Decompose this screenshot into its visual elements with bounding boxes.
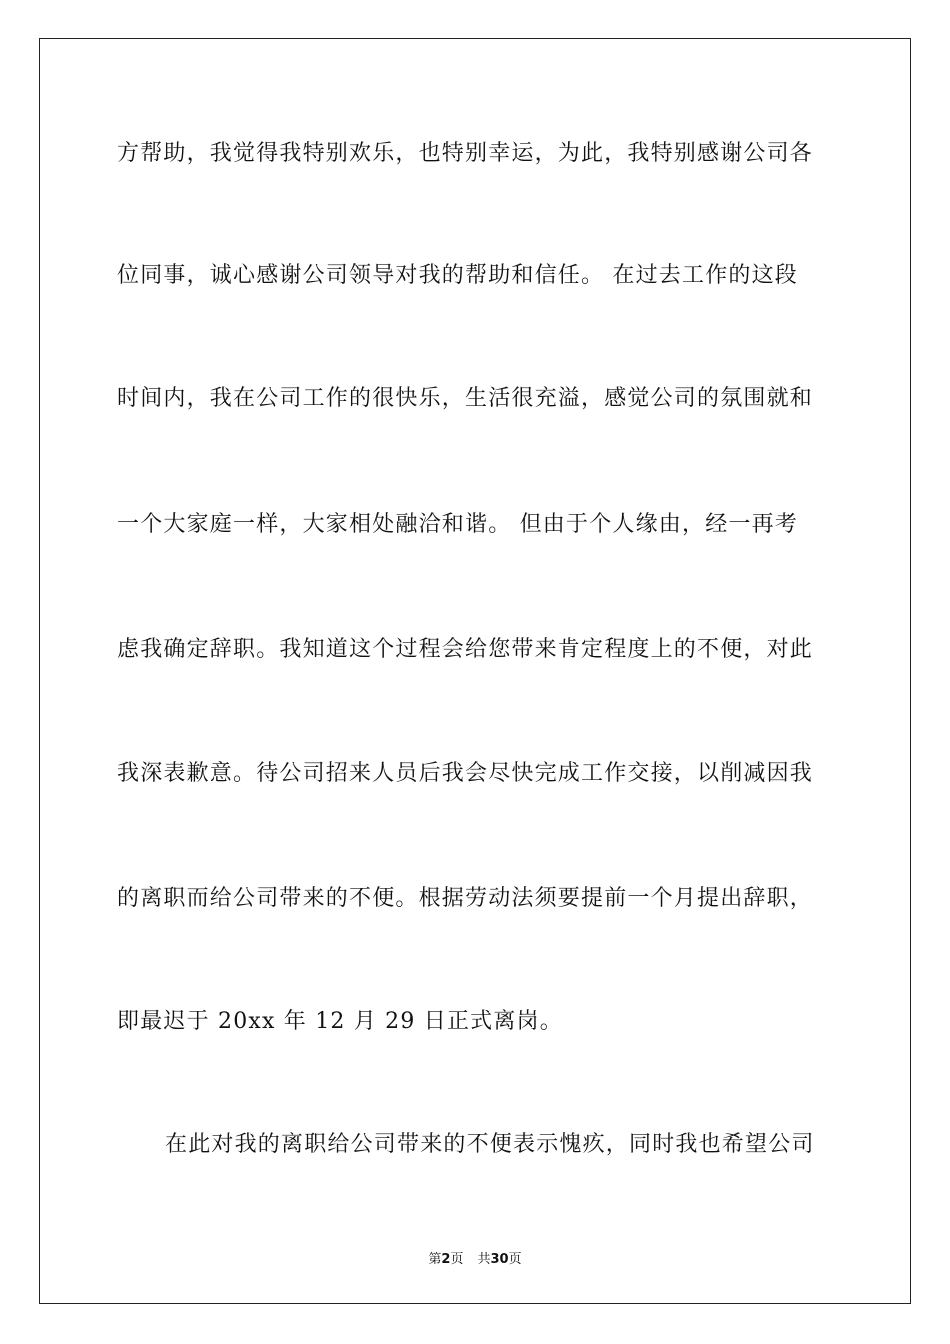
body-line: 方帮助，我觉得我特别欢乐，也特别幸运，为此，我特别感谢公司各 <box>117 141 814 166</box>
body-line: 即最迟于 20xx 年 12 月 29 日正式离岗。 <box>117 1009 563 1034</box>
body-line: 位同事，诚心感谢公司领导对我的帮助和信任。 在过去工作的这段 <box>117 263 798 288</box>
total-suffix: 页 <box>508 1252 522 1267</box>
page-number: 2 <box>441 1252 451 1267</box>
page-footer <box>40 1248 910 1267</box>
body-line: 时间内，我在公司工作的很快乐，生活很充溢，感觉公司的氛围就和 <box>117 386 814 411</box>
body-line: 一个大家庭一样，大家相处融洽和谐。 但由于个人缘由，经一再考 <box>117 512 798 537</box>
page-suffix: 页 <box>450 1252 464 1267</box>
body-line: 虑我确定辞职。我知道这个过程会给您带来肯定程度上的不便，对此 <box>117 637 814 662</box>
page-prefix: 第 <box>428 1252 442 1267</box>
document-page <box>39 38 911 1304</box>
body-line: 的离职而给公司带来的不便。根据劳动法须要提前一个月提出辞职， <box>117 886 814 911</box>
total-pages: 30 <box>490 1252 509 1267</box>
paragraph-first-line: 在此对我的离职给公司带来的不便表示愧疚，同时我也希望公司 <box>165 1132 815 1157</box>
total-prefix: 共 <box>477 1252 491 1267</box>
body-line: 我深表歉意。待公司招来人员后我会尽快完成工作交接，以削减因我 <box>117 761 814 786</box>
